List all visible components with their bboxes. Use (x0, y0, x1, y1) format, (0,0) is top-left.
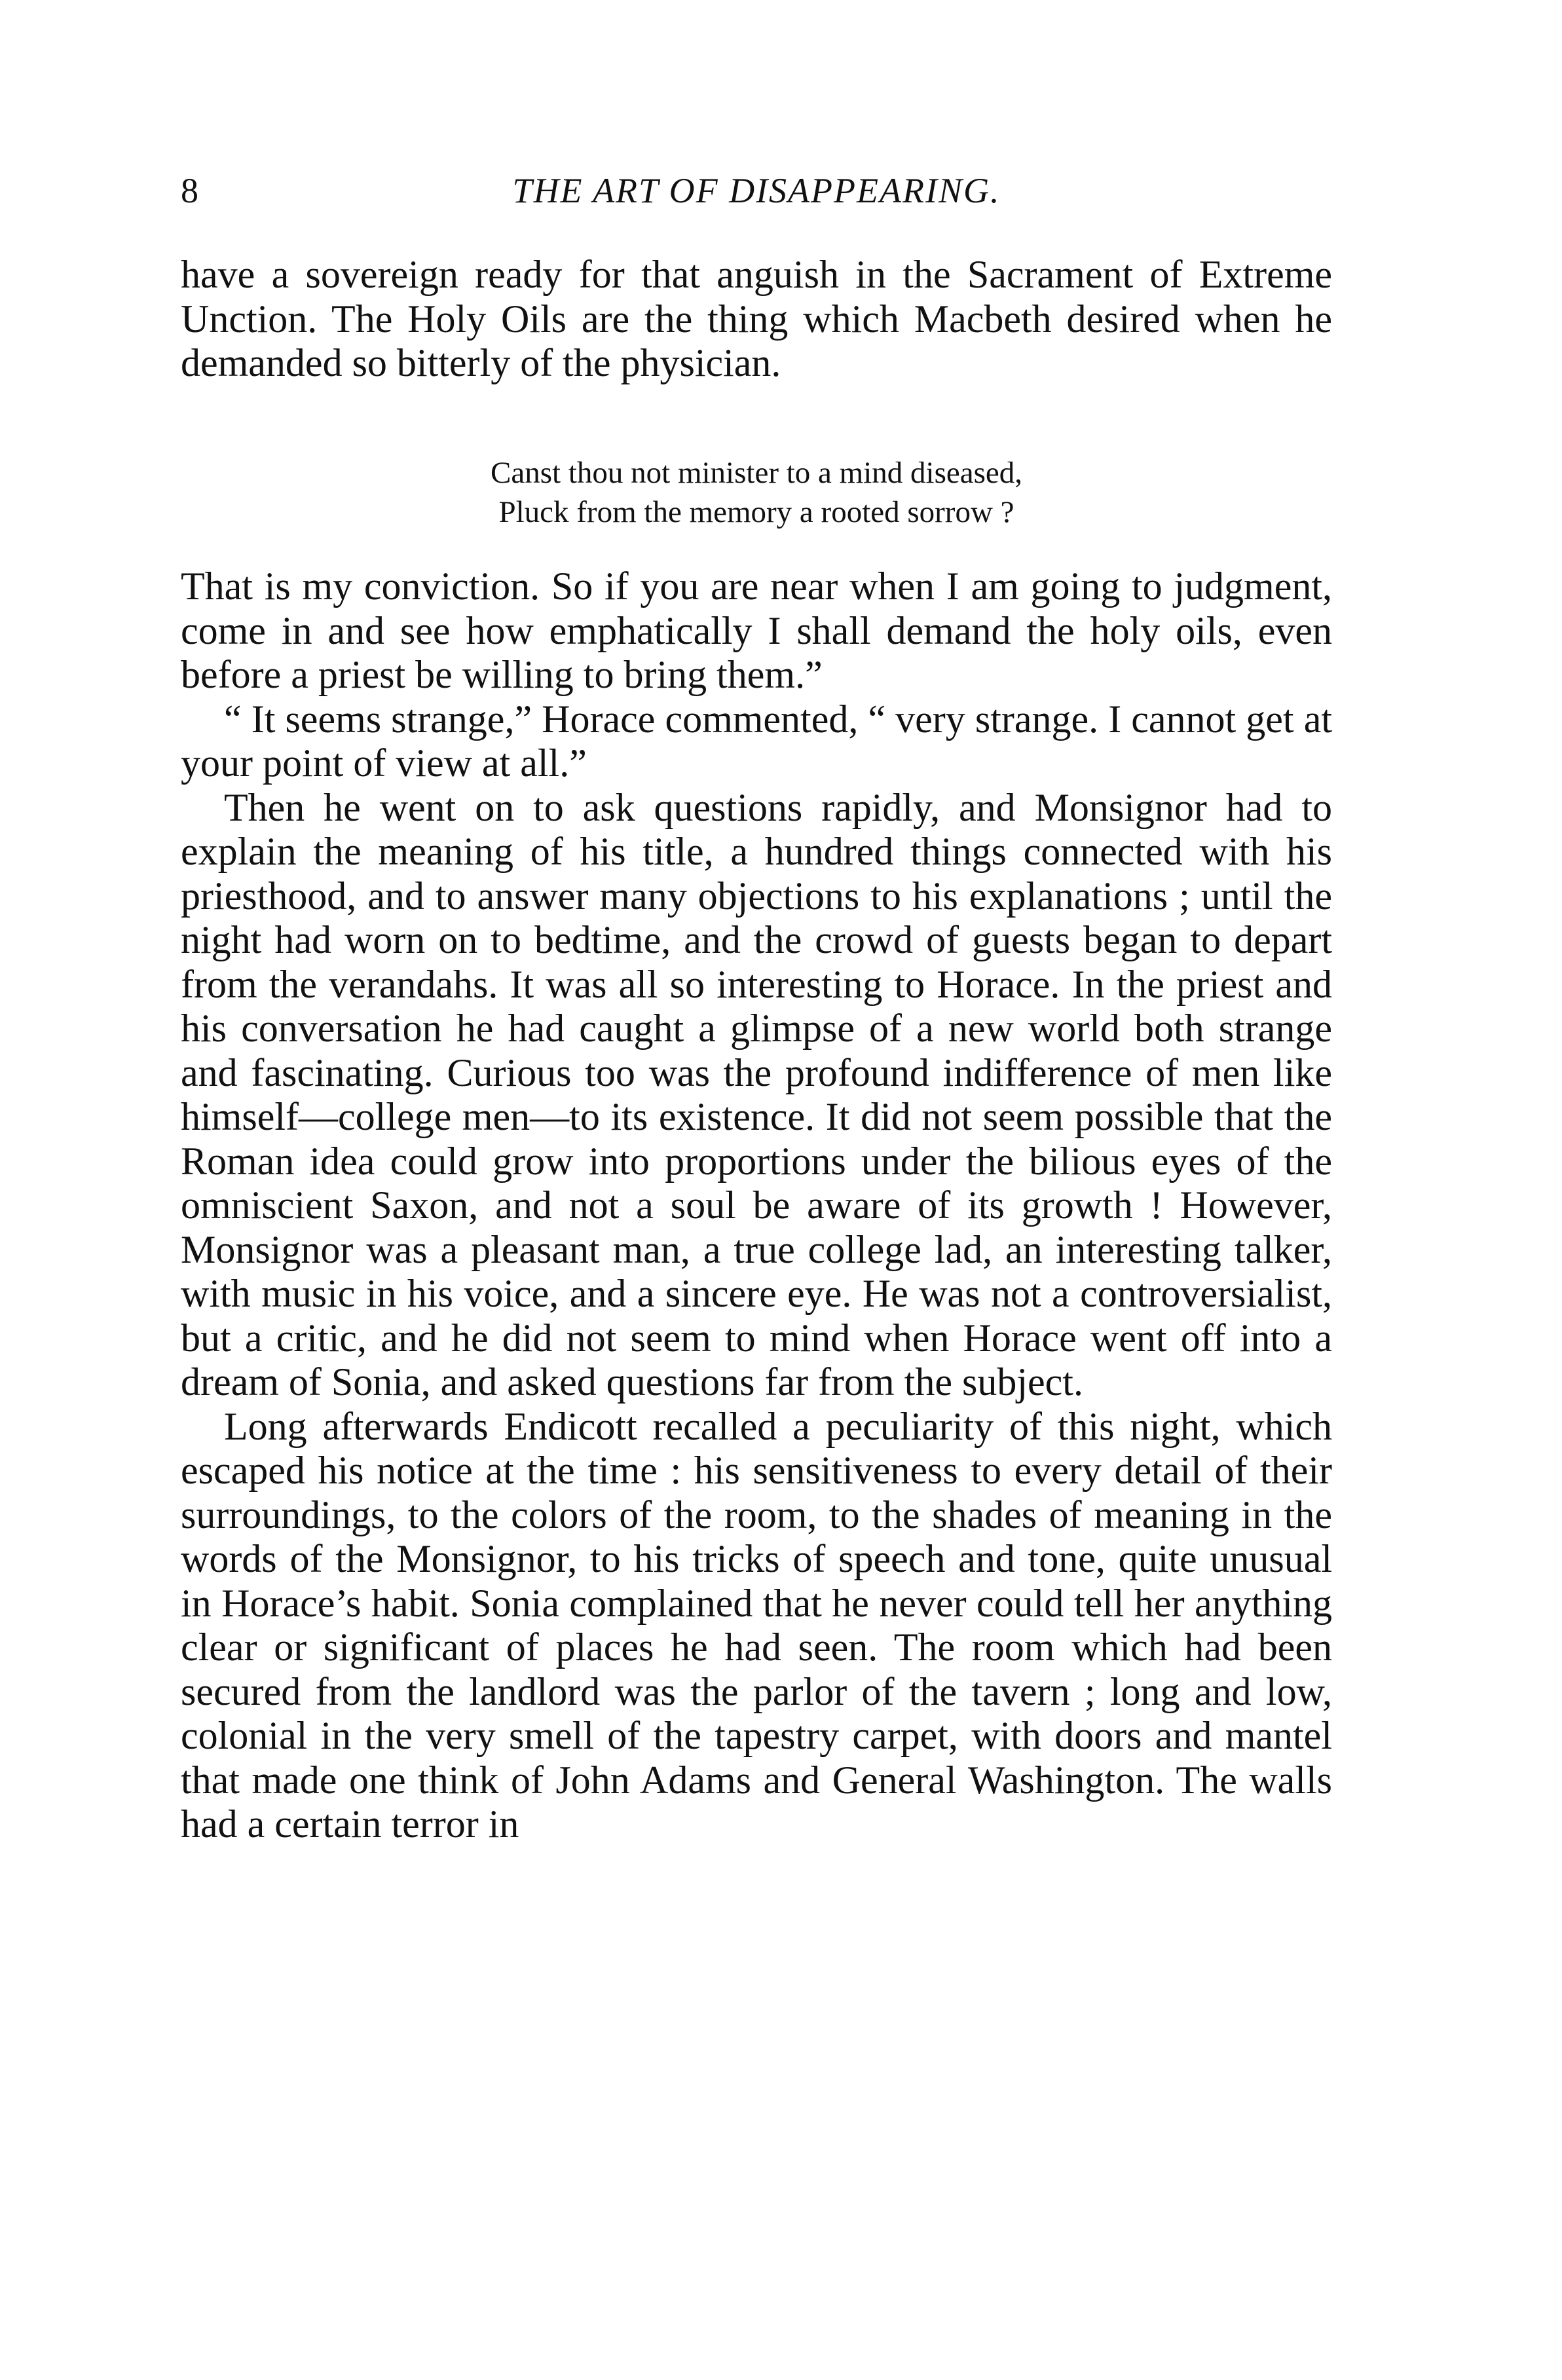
quotation-line-2: Pluck from the memory a rooted sorrow ? (498, 495, 1014, 529)
paragraph-conviction: That is my conviction. So if you are near when I am going to judgment, come in and see how emphatically I shall demand the holy oils, even before a priest be willing to bring them.” (181, 565, 1332, 696)
opening-paragraph: have a sovereign ready for that anguish in the Sacrament of Extreme Unction. The Holy Oils are the thing which Macbeth desired when he demanded so bitterly of the physician. (181, 253, 1332, 384)
page-number: 8 (181, 171, 198, 210)
running-title: THE ART OF DISAPPEARING. (512, 171, 1001, 210)
body-text (181, 565, 1332, 1847)
paragraph-seems-strange: “ It seems strange,” Horace commented, “ very strange. I cannot get at your point of view at all.” (181, 697, 1332, 785)
paragraph-recollection: Long afterwards Endicott recalled a peculiarity of this night, which escaped his notice at the time : his sensitiveness to every detail of their surroundings, to the colors of the room, to the shades of meaning in the words of the Monsignor, to his tricks of speech and tone, quite unusual in Horace’s habit. Sonia complained that he never could tell her anything clear or significant of places he had seen. The room which had been secured from the landlord was the parlor of the tavern ; long and low, colonial in the very smell of the tapestry carpet, with doors and mantel that made one think of John Adams and General Washington. The walls had a certain terror in (181, 1404, 1332, 1846)
paragraph-questions: Then he went on to ask questions rapidly, and Monsignor had to explain the meaning of his title, a hundred things connected with his priesthood, and to answer many objections to his explanations ; until the night had worn on to bedtime, and the crowd of guests began to depart from the verandahs. It was all so interesting to Horace. In the priest and his conversation he had caught a glimpse of a new world both strange and fascinating. Curious too was the profound indifference of men like himself—college men—to its existence. It did not seem possible that the Roman idea could grow into proportions under the bilious eyes of the omniscient Saxon, and not a soul be aware of its growth ! However, Monsignor was a pleasant man, a true college lad, an interesting talker, with music in his voice, and a sincere eye. He was not a controversialist, but a critic, and he did not seem to mind when Horace went off into a dream of Sonia, and asked questions far from the subject. (181, 785, 1332, 1404)
opening-text (181, 253, 1332, 386)
running-head (181, 168, 1332, 214)
verse-quotation (181, 453, 1332, 532)
quotation-line-1: Canst thou not minister to a mind diseased, (491, 456, 1022, 490)
